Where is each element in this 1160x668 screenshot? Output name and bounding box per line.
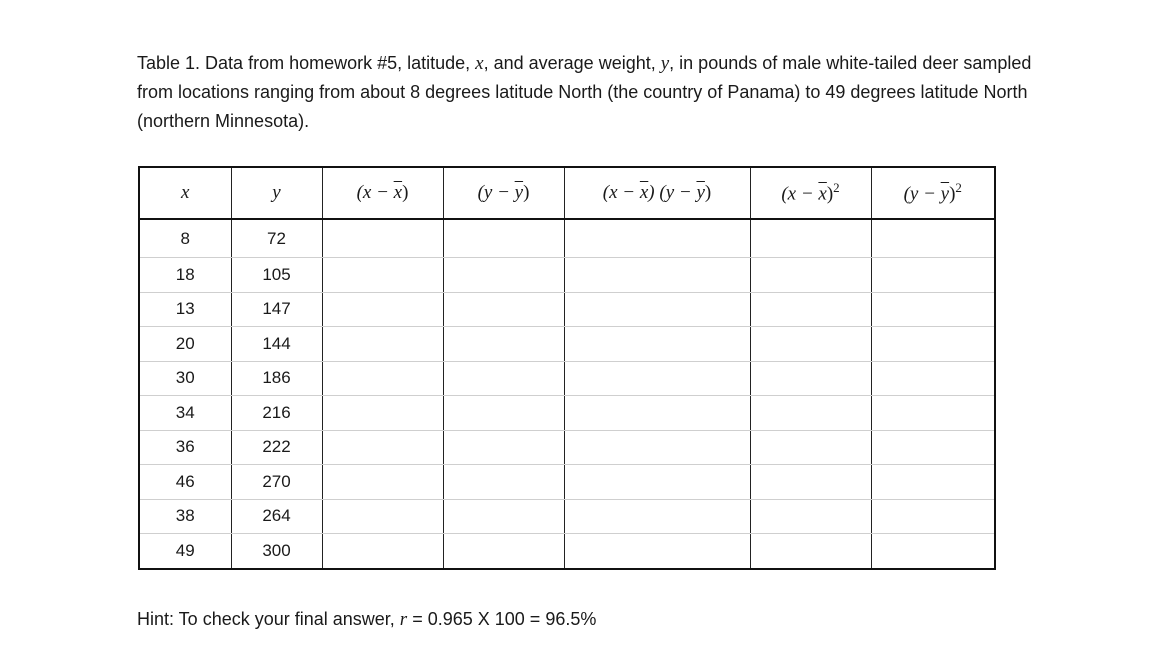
cell-x: 20 bbox=[139, 327, 231, 362]
cell-y: 300 bbox=[231, 534, 322, 569]
cell-empty bbox=[564, 258, 750, 293]
cell-y: 105 bbox=[231, 258, 322, 293]
cell-empty bbox=[871, 534, 995, 569]
cell-empty bbox=[443, 292, 564, 327]
table-row bbox=[139, 534, 995, 569]
caption-var-x: x bbox=[475, 53, 484, 74]
cell-empty bbox=[871, 499, 995, 534]
cell-empty bbox=[871, 465, 995, 500]
cell-empty bbox=[750, 258, 871, 293]
cell-empty bbox=[322, 499, 443, 534]
cell-empty bbox=[750, 219, 871, 258]
table-row bbox=[139, 258, 995, 293]
cell-empty bbox=[443, 258, 564, 293]
header-y-dev-sq: $(y - \overline{y})^2$ bbox=[871, 167, 995, 219]
cell-empty bbox=[564, 361, 750, 396]
cell-empty bbox=[564, 534, 750, 569]
caption-var-y: y bbox=[660, 53, 670, 74]
cell-empty bbox=[443, 534, 564, 569]
cell-empty bbox=[322, 219, 443, 258]
cell-empty bbox=[750, 327, 871, 362]
table-row bbox=[139, 361, 995, 396]
cell-empty bbox=[750, 534, 871, 569]
cell-empty bbox=[564, 396, 750, 431]
header-x-dev: $(x - \overline{x})$ bbox=[322, 167, 443, 219]
cell-x: 49 bbox=[139, 534, 231, 569]
cell-y: 186 bbox=[231, 361, 322, 396]
cell-empty bbox=[750, 396, 871, 431]
table-row bbox=[139, 430, 995, 465]
table-row bbox=[139, 327, 995, 362]
caption-prefix: Table 1. Data from homework #5, latitude, bbox=[137, 53, 476, 73]
table-row bbox=[139, 292, 995, 327]
table-caption bbox=[137, 49, 1037, 136]
cell-empty bbox=[443, 430, 564, 465]
caption-middle: , and average weight, bbox=[483, 53, 661, 73]
cell-x: 8 bbox=[139, 219, 231, 258]
cell-empty bbox=[322, 361, 443, 396]
header-product: $(x - \overline{x})$ $(y - \overline{y})$ bbox=[564, 167, 750, 219]
header-y-dev: $(y - \overline{y})$ bbox=[443, 167, 564, 219]
table-row bbox=[139, 396, 995, 431]
cell-empty bbox=[871, 219, 995, 258]
cell-empty bbox=[871, 258, 995, 293]
data-table bbox=[138, 166, 996, 570]
hint-var-r: r bbox=[399, 609, 408, 630]
cell-empty bbox=[564, 219, 750, 258]
header-row bbox=[139, 167, 995, 219]
cell-x: 46 bbox=[139, 465, 231, 500]
cell-empty bbox=[443, 327, 564, 362]
cell-empty bbox=[564, 499, 750, 534]
cell-empty bbox=[871, 292, 995, 327]
cell-x: 18 bbox=[139, 258, 231, 293]
header-x: x bbox=[139, 167, 231, 219]
cell-x: 34 bbox=[139, 396, 231, 431]
cell-x: 13 bbox=[139, 292, 231, 327]
cell-empty bbox=[443, 219, 564, 258]
cell-empty bbox=[322, 258, 443, 293]
cell-empty bbox=[750, 465, 871, 500]
table-row bbox=[139, 499, 995, 534]
cell-y: 144 bbox=[231, 327, 322, 362]
cell-empty bbox=[322, 465, 443, 500]
cell-empty bbox=[564, 465, 750, 500]
cell-empty bbox=[871, 361, 995, 396]
cell-empty bbox=[322, 327, 443, 362]
cell-empty bbox=[750, 430, 871, 465]
cell-y: 72 bbox=[231, 219, 322, 258]
cell-empty bbox=[322, 430, 443, 465]
hint-suffix: = 0.965 X 100 = 96.5% bbox=[407, 609, 597, 629]
cell-y: 270 bbox=[231, 465, 322, 500]
cell-y: 222 bbox=[231, 430, 322, 465]
cell-y: 264 bbox=[231, 499, 322, 534]
cell-empty bbox=[750, 361, 871, 396]
cell-empty bbox=[443, 465, 564, 500]
cell-empty bbox=[871, 327, 995, 362]
hint-text bbox=[137, 607, 596, 632]
cell-empty bbox=[564, 292, 750, 327]
cell-empty bbox=[564, 327, 750, 362]
cell-x: 36 bbox=[139, 430, 231, 465]
cell-empty bbox=[871, 396, 995, 431]
cell-empty bbox=[871, 430, 995, 465]
cell-x: 38 bbox=[139, 499, 231, 534]
cell-empty bbox=[564, 430, 750, 465]
cell-empty bbox=[443, 499, 564, 534]
cell-empty bbox=[322, 534, 443, 569]
header-y: y bbox=[231, 167, 322, 219]
cell-x: 30 bbox=[139, 361, 231, 396]
header-x-dev-sq: $(x - \overline{x})^2$ bbox=[750, 167, 871, 219]
cell-empty bbox=[322, 292, 443, 327]
cell-empty bbox=[322, 396, 443, 431]
table-row bbox=[139, 465, 995, 500]
caption-suffix: , in pounds of male white-tailed deer sampled from locations ranging from about 8 degrees latitude North (the country of Panama) to 49 degrees latitude North (northern Minnesota). bbox=[137, 53, 1032, 131]
cell-empty bbox=[750, 292, 871, 327]
cell-empty bbox=[443, 396, 564, 431]
hint-prefix: Hint: To check your final answer, bbox=[137, 609, 400, 629]
cell-y: 216 bbox=[231, 396, 322, 431]
cell-empty bbox=[443, 361, 564, 396]
cell-y: 147 bbox=[231, 292, 322, 327]
cell-empty bbox=[750, 499, 871, 534]
table-row bbox=[139, 219, 995, 258]
